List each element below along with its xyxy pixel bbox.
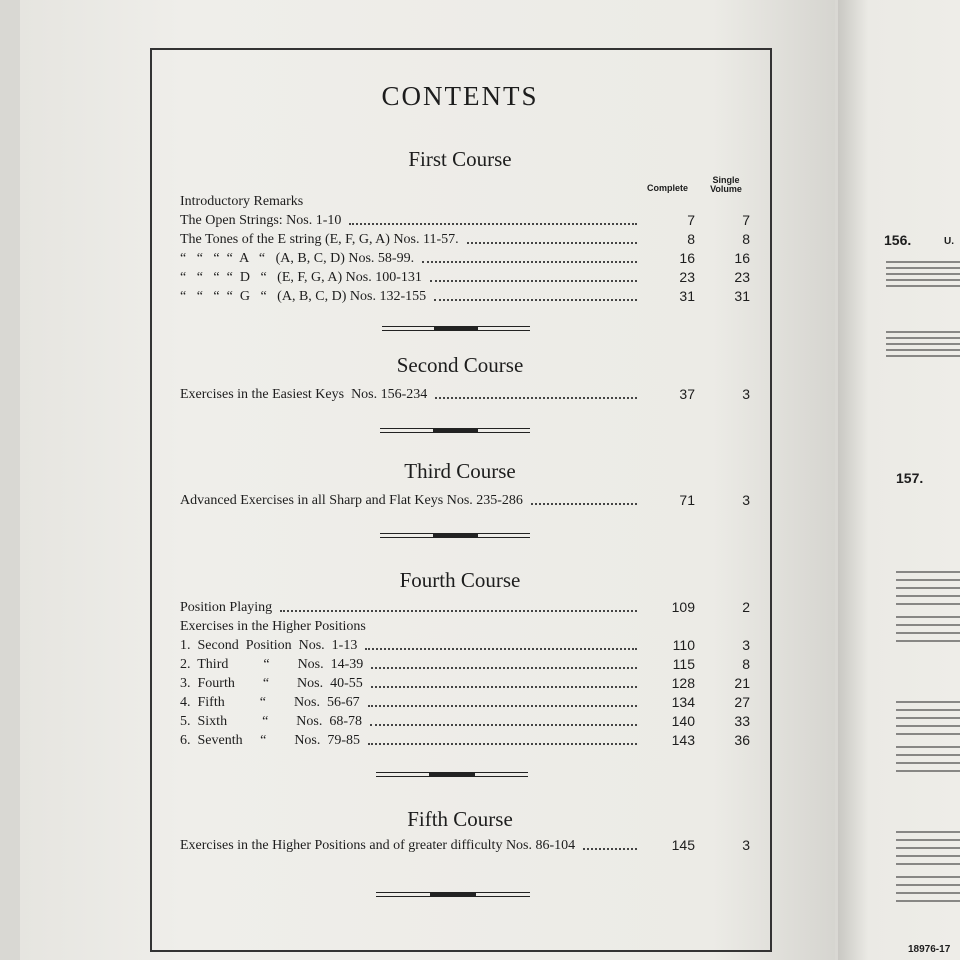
page-single: 3 [742,386,750,402]
toc-label: Exercises in the Higher Positions [180,619,366,634]
toc-label: Advanced Exercises in all Sharp and Flat Keys Nos. 235-286 [180,493,523,508]
divider [376,892,530,897]
toc-row [180,712,750,731]
page-complete: 7 [687,212,695,228]
page-complete: 37 [679,386,695,402]
toc-label: “ “ “ “ A “ (A, B, C, D) Nos. 58-99. [180,251,415,266]
dot-leader [435,397,637,399]
fourth-course-list [180,598,750,750]
toc-label: “ “ “ “ G “ (A, B, C, D) Nos. 132-155 [180,289,427,304]
dot-leader [434,299,637,301]
first-course-list [180,192,750,306]
toc-label: 5. Sixth “ Nos. 68-78 [180,714,362,729]
toc-label: Exercises in the Higher Positions and of greater difficulty Nos. 86-104 [180,838,576,853]
page-complete: 115 [672,656,695,672]
page-single: 3 [742,837,750,853]
toc-label: 1. Second Position Nos. 1-13 [180,638,358,653]
dot-leader [531,503,637,505]
page-single: 31 [734,288,750,304]
toc-row [180,731,750,750]
dot-leader [368,743,637,745]
toc-row [180,385,750,404]
page-single: 3 [742,637,750,653]
dot-leader [280,610,637,612]
course-heading: Second Course [396,353,524,377]
course-heading: Fifth Course [407,807,513,831]
page-complete: 8 [687,231,695,247]
toc-label: 6. Seventh “ Nos. 79-85 [180,733,361,748]
toc-row [180,693,750,712]
toc-label: The Open Strings: Nos. 1-10 [180,213,342,228]
dot-leader [365,648,637,650]
exercise-mark: U. [944,236,954,247]
page-title: CONTENTS [381,81,539,111]
page-single: 8 [742,231,750,247]
toc-row [180,836,750,855]
toc-row [180,287,750,306]
toc-row [180,674,750,693]
page-complete: 140 [671,713,695,729]
fifth-course-list [180,836,750,855]
page-single: 33 [734,713,750,729]
page-complete: 134 [671,694,695,710]
music-staves [886,252,960,912]
toc-row [180,655,750,674]
toc-label: The Tones of the E string (E, F, G, A) Nos. 11-57. [180,232,459,247]
toc-label: Position Playing [180,600,273,615]
toc-row [180,192,750,211]
course-heading: First Course [408,147,512,171]
toc-label: Exercises in the Easiest Keys Nos. 156-234 [180,387,428,402]
page-complete: 145 [671,837,695,853]
dot-leader [370,724,637,726]
dot-leader [349,223,637,225]
divider [376,772,528,777]
dot-leader [467,242,637,244]
toc-row [180,491,750,510]
divider [382,326,530,331]
dot-leader [583,848,637,850]
page-complete: 110 [672,637,695,653]
toc-row [180,249,750,268]
toc-row [180,211,750,230]
page-complete: 23 [679,269,695,285]
page-single: 2 [742,599,750,615]
third-course-list [180,491,750,510]
page-complete: 109 [671,599,695,615]
right-page [838,0,960,960]
toc-label: 2. Third “ Nos. 14-39 [180,657,364,672]
toc-row [180,598,750,617]
toc-row [180,230,750,249]
dot-leader [371,686,637,688]
page-single: 36 [734,732,750,748]
column-header-single-volume: Single Volume [710,175,742,194]
page-single: 21 [734,675,750,691]
plate-number: 18976-17 [908,944,951,955]
toc-label: 4. Fifth “ Nos. 56-67 [180,695,360,710]
page-single: 3 [742,492,750,508]
page-single: 16 [734,250,750,266]
divider [380,533,530,538]
divider [380,428,530,433]
exercise-number: 156. [884,232,912,248]
exercise-number: 157. [896,470,924,486]
toc-row [180,268,750,287]
page-complete: 128 [671,675,695,691]
page-complete: 143 [671,732,695,748]
dot-leader [371,667,637,669]
course-heading: Fourth Course [399,568,521,592]
page-single: 8 [742,656,750,672]
toc-row [180,617,750,636]
page-complete: 16 [679,250,695,266]
toc-label: “ “ “ “ D “ (E, F, G, A) Nos. 100-131 [180,270,422,285]
toc-label: 3. Fourth “ Nos. 40-55 [180,676,363,691]
course-heading: Third Course [404,459,516,483]
second-course-list [180,385,750,404]
page-single: 27 [734,694,750,710]
dot-leader [368,705,637,707]
page-single: 7 [742,212,750,228]
page-complete: 71 [679,492,695,508]
toc-row [180,636,750,655]
page-complete: 31 [679,288,695,304]
page-single: 23 [734,269,750,285]
intro-remarks: Introductory Remarks [180,194,304,209]
dot-leader [422,261,637,263]
dot-leader [430,280,637,282]
column-header-complete: Complete [646,183,688,193]
